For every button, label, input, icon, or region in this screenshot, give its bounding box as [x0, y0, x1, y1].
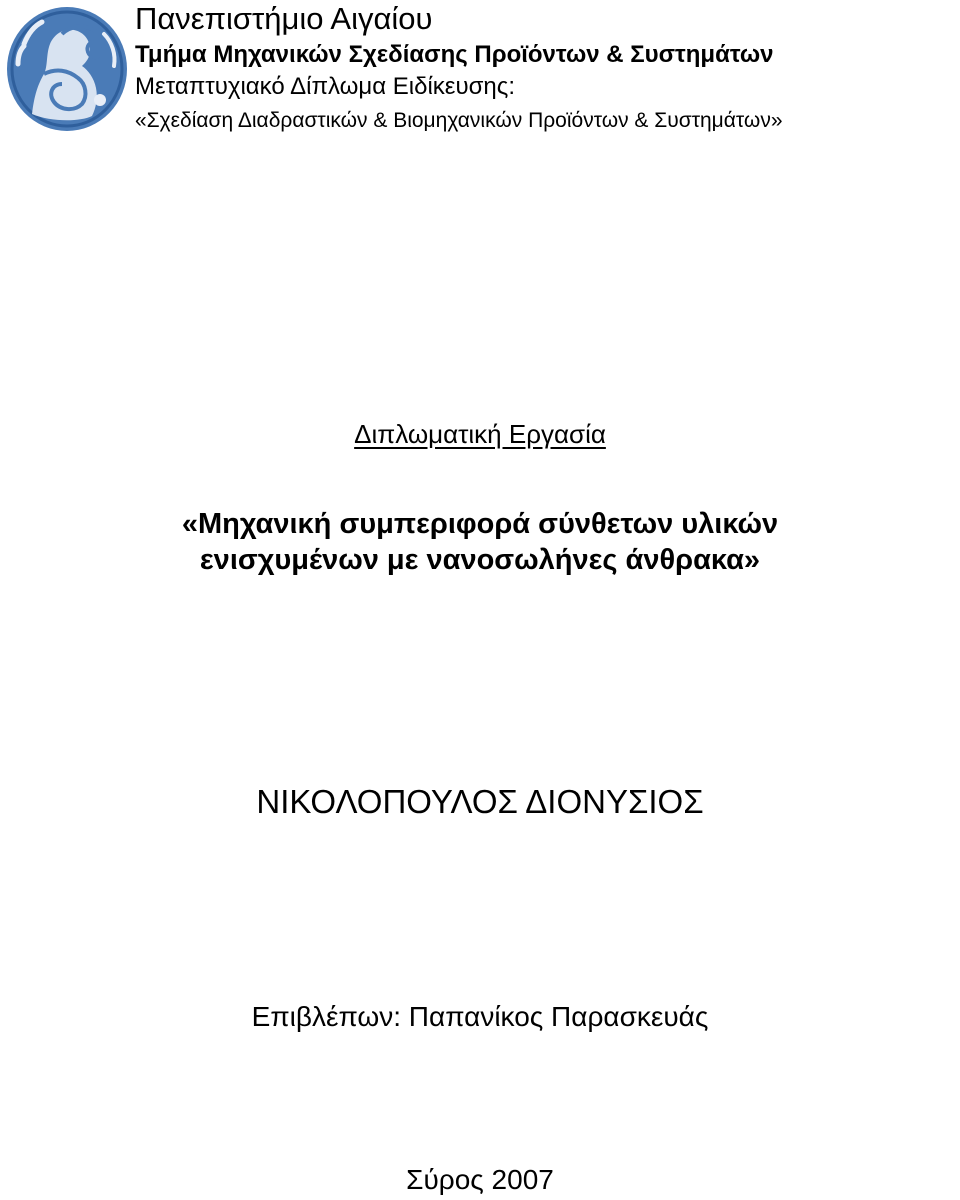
- university-seal-icon: [4, 4, 130, 134]
- author-name: ΝΙΚΟΛΟΠΟΥΛΟΣ ΔΙΟΝΥΣΙΟΣ: [256, 783, 704, 820]
- program-label: Μεταπτυχιακό Δίπλωμα Ειδίκευσης:: [135, 73, 515, 100]
- document-header: [135, 0, 955, 134]
- thesis-title-line-2: ενισχυμένων με νανοσωλήνες άνθρακα»: [199, 544, 761, 576]
- supervisor: Επιβλέπων: Παπανίκος Παρασκευάς: [251, 1001, 709, 1032]
- document-type: [0, 418, 960, 450]
- department-name: Τμήμα Μηχανικών Σχεδίασης Προϊόντων & Συστημάτων: [135, 41, 774, 68]
- place-and-year: Σύρος 2007: [406, 1164, 554, 1195]
- program-name: «Σχεδίαση Διαδραστικών & Βιομηχανικών Προϊόντων & Συστημάτων»: [135, 109, 783, 132]
- thesis-title: [0, 506, 960, 578]
- document-type-label: Διπλωματική Εργασία: [354, 419, 606, 449]
- university-name: Πανεπιστήμιο Αιγαίου: [135, 1, 433, 36]
- thesis-title-line-1: «Μηχανική συμπεριφορά σύνθετων υλικών: [181, 508, 779, 540]
